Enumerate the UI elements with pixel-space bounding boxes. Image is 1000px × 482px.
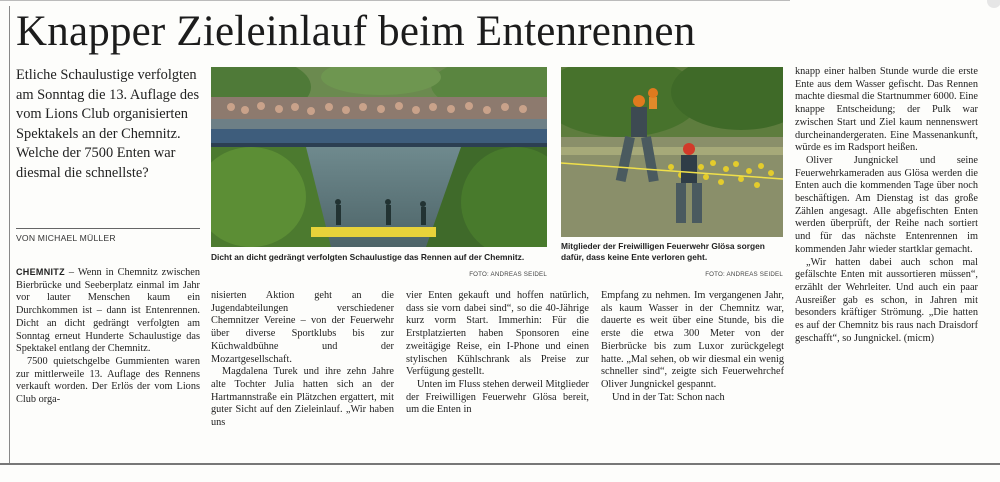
left-column-rule [9,6,10,464]
col3-paragraph-2: Unten im Fluss stehen derweil Mitglieder der Freiwilligen Feuerwehr Glösa bereit, um die Enten in [406,378,589,416]
article-column-4 [601,290,784,456]
photo-bridge-crowd-image [211,67,547,247]
col1-paragraph-2: 7500 quietschgelbe Gummienten waren zur mittlerweile 13. Auflage des Rennens verkauft worden. Der Erlös der vom Lions Club orga- [16,355,200,406]
col4-paragraph-2: Und in der Tat: Schon nach [612,391,725,403]
photo-firefighters-caption: Mitglieder der Freiwilligen Feuerwehr Glösa sorgen dafür, dass keine Ente verloren geht. [561,241,765,262]
article-column-5 [795,66,978,456]
col1-paragraph-1: – Wenn in Chemnitz zwischen Bierbrücke und Seeberplatz einmal im Jahr vor lauter Menschen kaum ein Durchkommen ist – dann ist Entenrennen. Dicht an dicht gedrängt verfolgten am Sonntag erneut Hunderte Schaulustige das Spektakel entlang der Chemnitz. [16,267,200,355]
article-column-3 [406,290,589,456]
dateline: CHEMNITZ [16,267,65,277]
photo-bridge-crowd [211,67,547,247]
headline: Knapper Zieleinlauf beim Entenrennen [16,8,696,55]
col5-paragraph-1: knapp einer halben Stunde wurde die erste Ente aus dem Wasser gefischt. Das Rennen machte diesmal die Startnummer 6000. Eine knappe Entscheidung; der Pulk war zwischen Start und Ziel kaum nennenswert durcheinandergeraten. Eine Massenankunft, würde es im Radsport heißen. [795,66,978,154]
bottom-rule [0,463,1000,465]
lead-divider [16,228,200,229]
col2-paragraph-1: nisierten Aktion geht an die Jugendabteilungen verschiedener Chemnitzer Vereine – von der Feuerwehr über diverse Sportklubs bis zur Küchwaldbühne und der Mozartgesellschaft. [211,290,394,365]
col4-paragraph-1: Empfang zu nehmen. Im vergangenen Jahr, als kaum Wasser in der Chemnitz war, dauerte es weit über eine Stunde, bis die erste die etwa 300 Meter von der Bierbrücke bis zum Luxor zurückgelegt hatte. „Mal sehen, ob wir diesmal ein wenig schneller sind“, zeigte sich Feuerwehrchef Oliver Jungnickel gespannt. [601,290,784,390]
col5-paragraph-2: Oliver Jungnickel und seine Feuerwehrkameraden aus Glösa werden die Enten auch die kommenden Tage über noch beschäftigen. Am Dienstag ist das große Zählen angesagt. Alle abgefischten Enten werden überprüft, der Reihe nach sortiert und für das nächste Entenrennen im kommenden Jahr wieder startklar gemacht. [795,154,978,255]
article-column-2 [211,290,394,456]
lead-paragraph: Etliche Schaulustige verfolgten am Sonntag die 13. Auflage des vom Lions Club organisierten Spektakels an der Chemnitz. Welche der 7500 Enten war diesmal die schnellste? [16,67,200,181]
corner-mark [987,0,1000,8]
byline: VON MICHAEL MÜLLER [16,233,116,243]
col2-paragraph-2: Magdalena Turek und ihre zehn Jahre alte Tochter Julia hatten sich an der Hartmannstraße ein Plätzchen ergattert, mit guter Sicht auf den Zieleinlauf. „Wir haben uns [211,366,394,429]
photo-bridge-caption: Dicht an dicht gedrängt verfolgten Schaulustige das Rennen auf der Chemnitz. [211,252,525,262]
col3-paragraph-1: vier Enten gekauft und hoffen natürlich, dass sie vorn dabei sind“, so die 40-Jährige kurz vorm Start. Immerhin: Für die Erstplatzierten haben Sponsoren eine zweitägige Reise, ein I-Phone und einen stylischen Kühlschrank als Preise zur Verfügung gestellt. [406,290,589,378]
photo-bridge-credit: FOTO: ANDREAS SEIDEL [469,271,547,278]
photo-firefighters-image [561,67,783,237]
article-column-1 [16,266,200,456]
photo-firefighters [561,67,783,237]
top-rule [0,0,790,1]
photo-firefighters-credit: FOTO: ANDREAS SEIDEL [705,271,783,278]
col5-paragraph-3: „Wir hatten dabei auch schon mal gefälschte Enten mit aussortieren müssen“, erzählt der Wehrleiter. Und auch ein paar Ausreißer gab es schon, in Jahren mit besonders kräftiger Strömung. „Die hatten es auf der Chemnitz bis raus nach Draisdorf geschafft“, so Jungnickel. (micm) [795,256,978,344]
